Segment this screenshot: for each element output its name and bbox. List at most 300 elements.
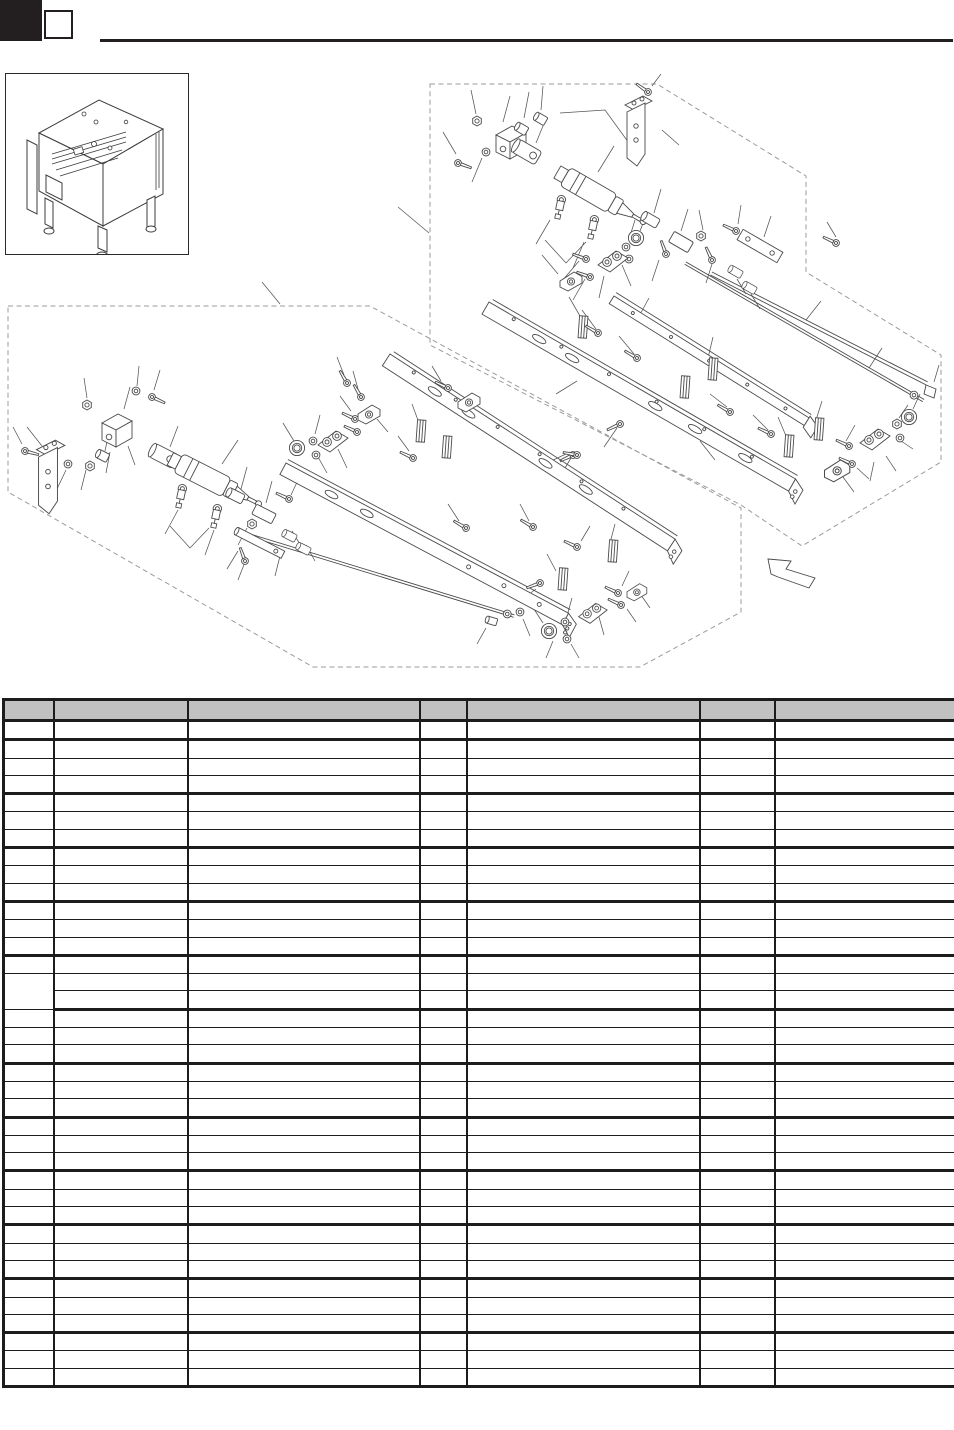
mount-bracket [625, 96, 652, 166]
upper-right-end-cluster [825, 409, 917, 481]
table-cell [700, 1009, 775, 1027]
table-cell [420, 1028, 467, 1045]
table-cell [188, 1333, 420, 1351]
table-row [4, 883, 954, 901]
table-cell [467, 883, 700, 901]
table-cell [420, 1314, 467, 1332]
table-cell [4, 1279, 55, 1297]
table-cell [188, 740, 420, 758]
table-cell [4, 740, 55, 758]
table-cell [467, 1153, 700, 1171]
table-cell [4, 1207, 55, 1225]
table-cell [188, 812, 420, 829]
table-cell [420, 1045, 467, 1063]
table-cell [420, 920, 467, 937]
table-row [4, 1063, 954, 1081]
table-cell [54, 721, 188, 740]
lower-guide-rail [276, 459, 581, 637]
table-cell [700, 1279, 775, 1297]
table-row [4, 1314, 954, 1332]
table-cell [467, 1207, 700, 1225]
table-cell [467, 991, 700, 1009]
table-cell [54, 1117, 188, 1135]
table-cell [4, 1135, 55, 1152]
table-cell [188, 920, 420, 937]
table-cell [700, 1297, 775, 1314]
table-cell [188, 1153, 420, 1171]
table-cell [4, 775, 55, 793]
table-cell [775, 974, 954, 991]
table-row [4, 991, 954, 1009]
table-cell [420, 1333, 467, 1351]
table-cell [4, 1081, 55, 1098]
table-cell [700, 883, 775, 901]
table-cell [420, 758, 467, 775]
table-cell [4, 866, 55, 883]
table-row [4, 1153, 954, 1171]
table-cell [4, 1351, 55, 1368]
parts-table-body [4, 721, 954, 1387]
table-cell [188, 1207, 420, 1225]
table-cell [700, 1063, 775, 1081]
table-cell [54, 740, 188, 758]
table-cell [420, 812, 467, 829]
table-cell [188, 883, 420, 901]
table-cell [467, 1189, 700, 1206]
table-cell [420, 1297, 467, 1314]
table-cell [4, 1260, 55, 1278]
lower-cylinder-cluster [21, 387, 312, 565]
table-cell [420, 991, 467, 1009]
exploded-parts-diagram [0, 0, 954, 696]
table-cell [467, 974, 700, 991]
table-cell [700, 1314, 775, 1332]
table-cell [700, 794, 775, 812]
table-row [4, 721, 954, 740]
upper-valve-cluster [560, 230, 644, 291]
table-cell [467, 1260, 700, 1278]
table-cell [700, 920, 775, 937]
table-cell [700, 1243, 775, 1260]
table-cell [4, 920, 55, 937]
table-cell [467, 794, 700, 812]
table-cell [467, 1171, 700, 1189]
table-cell [420, 1260, 467, 1278]
table-cell [467, 1351, 700, 1368]
table-row [4, 1009, 954, 1027]
table-cell [4, 1171, 55, 1189]
table-cell [467, 1009, 700, 1027]
table-cell [700, 740, 775, 758]
table-cell [188, 955, 420, 973]
table-cell [54, 794, 188, 812]
table-cell [775, 937, 954, 955]
table-row [4, 1171, 954, 1189]
table-cell [420, 1225, 467, 1243]
upper-channel-rail [478, 299, 808, 505]
table-cell [4, 812, 55, 829]
table-cell [4, 1243, 55, 1260]
table-cell [700, 955, 775, 973]
table-cell [775, 1225, 954, 1243]
table-cell [188, 866, 420, 883]
table-row [4, 1207, 954, 1225]
table-row [4, 758, 954, 775]
table-cell [775, 1171, 954, 1189]
table-row [4, 901, 954, 919]
table-cell [420, 1153, 467, 1171]
table-cell [775, 1351, 954, 1368]
table-cell [775, 1081, 954, 1098]
table-cell [775, 721, 954, 740]
table-cell [188, 901, 420, 919]
table-cell [775, 1297, 954, 1314]
table-cell [700, 775, 775, 793]
table-cell [188, 1117, 420, 1135]
table-cell [700, 1225, 775, 1243]
table-row [4, 1081, 954, 1098]
column-header-4 [420, 700, 467, 721]
table-cell [188, 794, 420, 812]
table-cell [775, 1260, 954, 1278]
table-cell [54, 775, 188, 793]
table-cell [775, 1135, 954, 1152]
table-row [4, 1243, 954, 1260]
table-cell [700, 1153, 775, 1171]
table-cell [700, 1260, 775, 1278]
table-cell [420, 740, 467, 758]
table-cell [420, 775, 467, 793]
table-cell [467, 740, 700, 758]
table-cell [467, 1063, 700, 1081]
table-row [4, 1351, 954, 1368]
table-cell [467, 937, 700, 955]
table-cell [467, 1117, 700, 1135]
table-cell [54, 1189, 188, 1206]
table-cell [4, 848, 55, 866]
table-cell [700, 1171, 775, 1189]
table-row [4, 1333, 954, 1351]
table-cell [775, 866, 954, 883]
table-cell [775, 955, 954, 973]
table-cell [188, 1260, 420, 1278]
table-cell [188, 1171, 420, 1189]
table-row [4, 1028, 954, 1045]
table-cell [54, 937, 188, 955]
table-cell [700, 1135, 775, 1152]
table-cell [4, 1333, 55, 1351]
table-cell [775, 829, 954, 847]
table-cell [775, 848, 954, 866]
table-cell [700, 1117, 775, 1135]
table-cell [4, 758, 55, 775]
table-cell [54, 1351, 188, 1368]
table-cell [4, 1225, 55, 1243]
table-cell [4, 1189, 55, 1206]
table-cell [54, 1153, 188, 1171]
table-cell [775, 1279, 954, 1297]
table-cell [54, 955, 188, 973]
table-cell [775, 812, 954, 829]
table-cell [775, 758, 954, 775]
table-cell [188, 848, 420, 866]
table-cell [775, 1153, 954, 1171]
table-cell [188, 1314, 420, 1332]
table-cell [4, 901, 55, 919]
table-cell [420, 1009, 467, 1027]
table-cell [467, 901, 700, 919]
upper-right-assembly [398, 74, 939, 504]
table-cell [467, 1279, 700, 1297]
table-cell [54, 1009, 188, 1027]
table-cell [188, 937, 420, 955]
table-cell [54, 1279, 188, 1297]
table-row [4, 866, 954, 883]
table-cell [775, 1117, 954, 1135]
table-cell [420, 721, 467, 740]
table-cell [54, 1225, 188, 1243]
table-cell [54, 1028, 188, 1045]
table-cell [700, 1099, 775, 1117]
table-cell [467, 721, 700, 740]
column-header-5 [467, 700, 700, 721]
lower-valve-cluster [289, 369, 380, 459]
table-cell [188, 1063, 420, 1081]
table-cell [700, 848, 775, 866]
table-cell [54, 1135, 188, 1152]
table-cell [54, 1045, 188, 1063]
column-header-2 [54, 700, 188, 721]
table-cell [775, 1207, 954, 1225]
table-cell [4, 794, 55, 812]
upper-shaft-rod [683, 260, 925, 404]
table-cell [467, 1243, 700, 1260]
table-cell [467, 775, 700, 793]
table-cell [467, 1135, 700, 1152]
table-cell [188, 1368, 420, 1386]
table-cell [420, 1243, 467, 1260]
table-cell [188, 1099, 420, 1117]
table-cell [54, 974, 188, 991]
table-cell [54, 1260, 188, 1278]
table-cell [775, 920, 954, 937]
table-cell [188, 1135, 420, 1152]
table-row [4, 1117, 954, 1135]
table-cell [420, 1117, 467, 1135]
table-cell [188, 721, 420, 740]
table-cell [188, 829, 420, 847]
table-cell [188, 1045, 420, 1063]
table-cell [775, 1009, 954, 1027]
table-cell [420, 1063, 467, 1081]
table-cell [4, 721, 55, 740]
parts-table-section [2, 698, 950, 1388]
table-cell [700, 1207, 775, 1225]
table-cell [420, 937, 467, 955]
table-cell [188, 1028, 420, 1045]
table-cell [420, 974, 467, 991]
table-cell [188, 991, 420, 1009]
table-cell [775, 740, 954, 758]
table-cell [54, 1171, 188, 1189]
table-cell [54, 1081, 188, 1098]
table-cell [188, 1297, 420, 1314]
table-row [4, 794, 954, 812]
table-cell [4, 1368, 55, 1386]
table-row [4, 1279, 954, 1297]
table-cell [420, 1135, 467, 1152]
table-cell [188, 758, 420, 775]
table-cell [700, 829, 775, 847]
table-cell [467, 1297, 700, 1314]
table-cell [775, 1314, 954, 1332]
table-cell [467, 848, 700, 866]
table-cell [188, 1081, 420, 1098]
table-cell [4, 1117, 55, 1135]
table-cell [54, 1368, 188, 1386]
table-cell [4, 1153, 55, 1171]
table-cell [700, 1028, 775, 1045]
table-cell [467, 920, 700, 937]
table-cell [775, 1368, 954, 1386]
table-cell [4, 883, 55, 901]
parts-table [2, 698, 954, 1388]
table-cell [775, 1243, 954, 1260]
table-cell [4, 974, 55, 1010]
table-cell [4, 1028, 55, 1045]
table-cell [420, 901, 467, 919]
table-row [4, 848, 954, 866]
table-row [4, 920, 954, 937]
table-cell [4, 1045, 55, 1063]
table-cell [700, 1081, 775, 1098]
table-cell [420, 794, 467, 812]
table-cell [420, 829, 467, 847]
table-cell [467, 1314, 700, 1332]
table-cell [700, 901, 775, 919]
table-cell [775, 1333, 954, 1351]
table-cell [420, 1189, 467, 1206]
rod-end-clip [924, 385, 936, 398]
table-cell [700, 1368, 775, 1386]
table-cell [54, 1333, 188, 1351]
table-cell [188, 1189, 420, 1206]
table-cell [54, 1063, 188, 1081]
lower-assembly-boundary [8, 306, 741, 667]
table-cell [188, 1243, 420, 1260]
table-row [4, 1099, 954, 1117]
table-cell [700, 721, 775, 740]
table-cell [700, 937, 775, 955]
table-row [4, 1135, 954, 1152]
table-cell [188, 1351, 420, 1368]
table-cell [54, 812, 188, 829]
table-cell [54, 920, 188, 937]
table-cell [775, 991, 954, 1009]
table-cell [700, 1189, 775, 1206]
table-cell [54, 866, 188, 883]
table-cell [420, 1171, 467, 1189]
table-cell [467, 1099, 700, 1117]
table-cell [467, 955, 700, 973]
table-row [4, 829, 954, 847]
table-cell [420, 955, 467, 973]
table-cell [467, 1225, 700, 1243]
table-cell [467, 866, 700, 883]
table-cell [700, 1045, 775, 1063]
table-cell [467, 829, 700, 847]
table-cell [700, 1351, 775, 1368]
table-cell [700, 991, 775, 1009]
table-cell [467, 758, 700, 775]
table-cell [775, 1028, 954, 1045]
table-cell [467, 1368, 700, 1386]
table-row [4, 1189, 954, 1206]
table-cell [54, 758, 188, 775]
table-cell [54, 883, 188, 901]
table-cell [54, 848, 188, 866]
table-cell [775, 1189, 954, 1206]
table-cell [54, 1314, 188, 1332]
table-cell [467, 1028, 700, 1045]
table-row [4, 740, 954, 758]
column-header-6 [700, 700, 775, 721]
table-cell [775, 1045, 954, 1063]
table-row [4, 974, 954, 991]
table-cell [700, 866, 775, 883]
column-header-7 [775, 700, 954, 721]
table-cell [467, 1045, 700, 1063]
table-cell [700, 812, 775, 829]
table-cell [700, 974, 775, 991]
table-row [4, 812, 954, 829]
table-cell [4, 1009, 55, 1027]
table-row [4, 1260, 954, 1278]
table-cell [467, 812, 700, 829]
mount-bracket [36, 440, 64, 514]
table-cell [54, 1207, 188, 1225]
table-row [4, 1045, 954, 1063]
table-cell [775, 1063, 954, 1081]
table-cell [775, 883, 954, 901]
table-row [4, 775, 954, 793]
table-cell [4, 1063, 55, 1081]
table-cell [420, 1207, 467, 1225]
table-row [4, 955, 954, 973]
table-cell [775, 901, 954, 919]
table-cell [420, 1351, 467, 1368]
table-cell [775, 794, 954, 812]
table-cell [4, 1297, 55, 1314]
table-cell [54, 1297, 188, 1314]
table-row [4, 937, 954, 955]
air-cylinder [552, 163, 651, 232]
table-cell [188, 775, 420, 793]
table-cell [420, 1099, 467, 1117]
table-cell [700, 1333, 775, 1351]
table-cell [188, 1225, 420, 1243]
table-cell [54, 901, 188, 919]
parts-table-header [4, 700, 954, 721]
table-cell [775, 1099, 954, 1117]
table-row [4, 1368, 954, 1386]
table-cell [54, 829, 188, 847]
table-cell [775, 775, 954, 793]
column-header-1 [4, 700, 55, 721]
table-row [4, 1225, 954, 1243]
table-cell [420, 1368, 467, 1386]
table-cell [700, 758, 775, 775]
